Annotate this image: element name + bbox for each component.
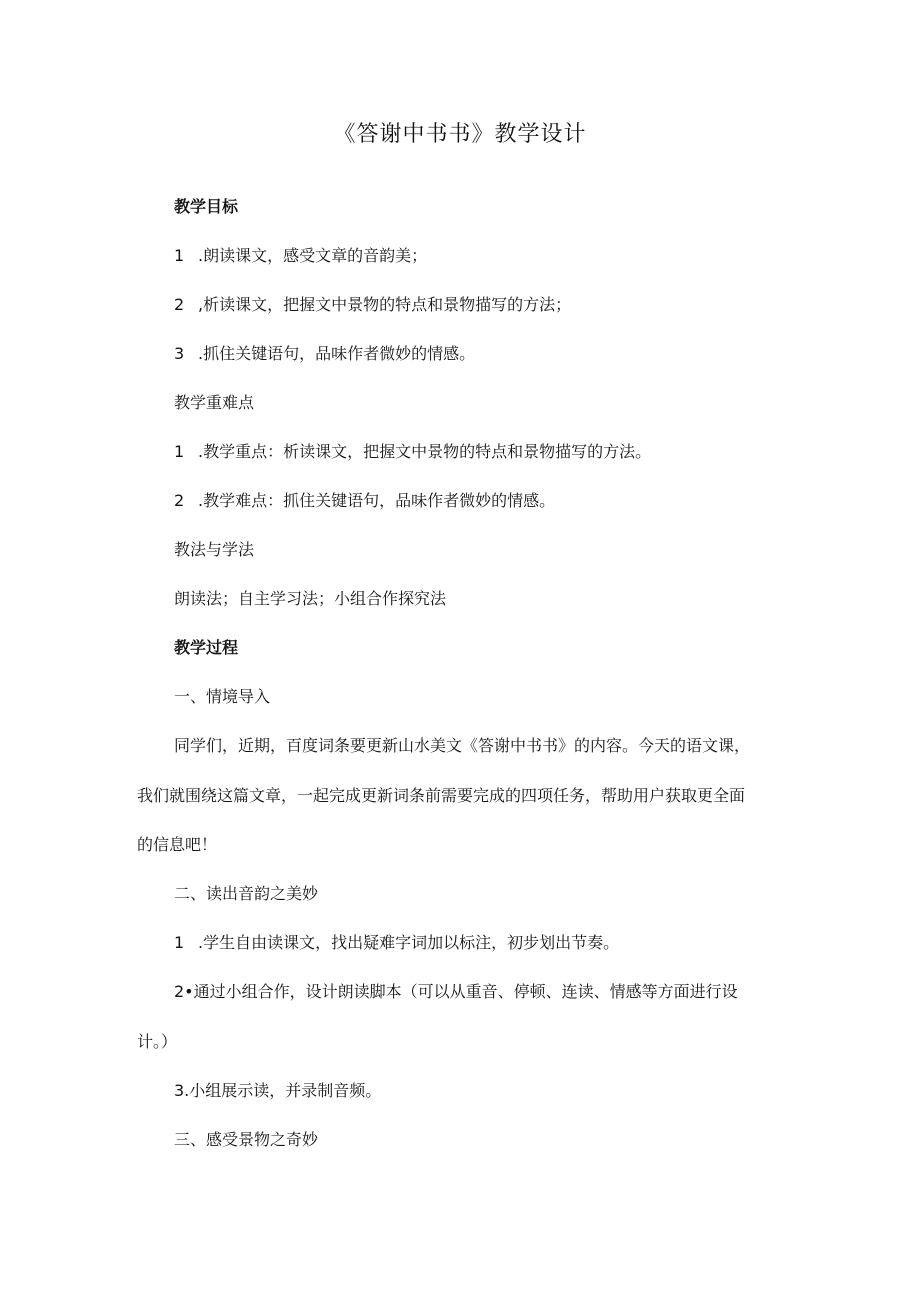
section2-item-line: 2•通过小组合作，设计朗读脚本（可以从重音、停顿、连读、情感等方面进行设 [174,982,738,1001]
methods-text: 朗读法；自主学习法；小组合作探究法 [174,589,447,608]
document-title: 《答谢中书书》教学设计 [333,122,587,147]
key-point-item [174,442,651,462]
section1-heading: 一、情境导入 [174,687,271,706]
objective-text: .朗读课文，感受文章的音韵美； [198,246,428,265]
section3-heading: 三、感受景物之奇妙 [174,1130,319,1149]
section2-heading: 二、读出音韵之美妙 [174,884,319,903]
process-heading: 教学过程 [174,638,239,657]
objectives-heading: 教学目标 [174,197,239,216]
key-point-item [174,491,555,511]
section2-item-line: 计。） [137,1032,178,1051]
objective-number: 3 [174,344,185,363]
section2-item-number: 1 [174,933,185,952]
section2-item [174,933,619,953]
objective-item [174,295,571,315]
key-point-text: .教学重点：析读课文，把握文中景物的特点和景物描写的方法。 [198,442,652,461]
section1-para-line: 同学们，近期，百度词条要更新山水美文《答谢中书书》的内容。今天的语文课， [174,736,751,755]
objective-item [174,344,475,364]
methods-heading: 教法与学法 [174,540,255,559]
objective-item [174,246,427,266]
key-point-number: 2 [174,491,185,510]
objective-number: 1 [174,246,185,265]
key-point-text: .教学难点：抓住关键语句，品味作者微妙的情感。 [198,491,556,510]
section2-item-text: .学生自由读课文，找出疑难字词加以标注，初步划出节奏。 [198,933,620,952]
objective-text: .抓住关键语句，品味作者微妙的情感。 [198,344,476,363]
objective-text: ,析读课文，把握文中景物的特点和景物描写的方法； [198,295,572,314]
key-points-heading: 教学重难点 [174,393,255,412]
objective-number: 2 [174,295,185,314]
section1-para-line: 的信息吧！ [137,835,218,854]
section1-para-line: 我们就围绕这篇文章，一起完成更新词条前需要完成的四项任务，帮助用户获取更全面 [137,786,746,805]
key-point-number: 1 [174,442,185,461]
section2-item-line: 3.小组展示读，并录制音频。 [174,1081,382,1100]
